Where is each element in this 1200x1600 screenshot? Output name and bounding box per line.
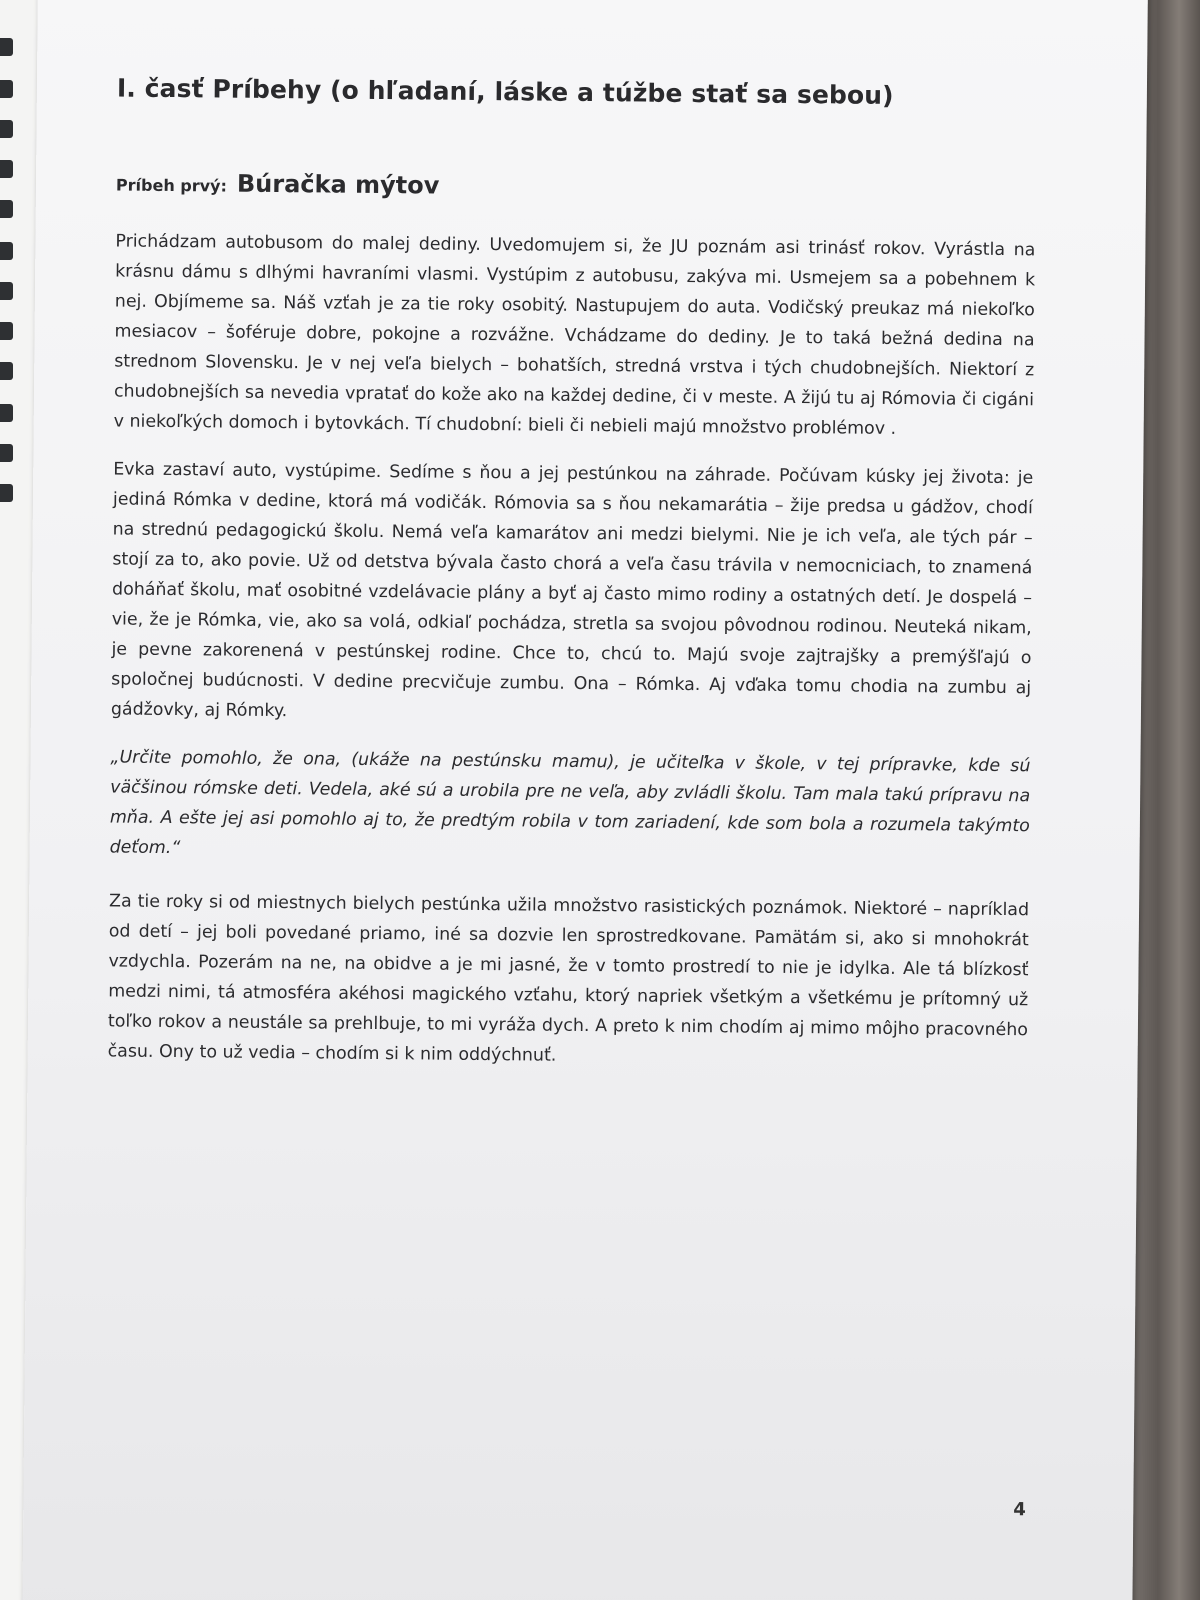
quote-paragraph: „Určite pomohlo, že ona, (ukáže na pestúnsku mamu), je učiteľka v škole, v tej prípravke, kde sú väčšinou rómske deti. Vedela, aké sú a urobila pre ne veľa, aby zvládli školu. Tam mala takú prípravu na mňa. A ešte jej asi pomohlo aj to, že predtým robila v tom zariadení, kde som bola a rozumela takýmto deťom.“	[109, 747, 1031, 859]
page-number: 4	[1013, 1499, 1026, 1521]
story-prefix: Príbeh prvý:	[115, 175, 228, 196]
story-title: Búračka mýtov	[236, 169, 440, 200]
document-page	[22, 0, 1148, 1600]
spiral-binding	[0, 0, 16, 1600]
paragraph-1: Prichádzam autobusom do malej dediny. Uvedomujem si, že JU poznám asi trinásť rokov. Vyrástla na krásnu dámu s dlhými havraními vlasmi. Vystúpim z autobusu, zakýva mi. Usmejem sa a pobehnem k nej. Objímeme sa. Náš vzťah je za tie roky osobitý. Nastupujem do auta. Vodičský preukaz má niekoľko mesiacov – šoféruje dobre, pokojne a rozvážne. Vchádzame do dediny. Je to taká bežná dedina na strednom Slovensku. Je v nej veľa bielych – bohatších, stredná vrstva i tých chudobnejších. Niektorí z chudobnejších sa nevedia vpratať do kože ako na každej dedine, či v meste. A žijú tu aj Rómovia či cigáni v niekoľkých domoch i bytovkách. Tí chudobní: bieli či nebieli majú množstvo problémov .	[113, 231, 1036, 439]
page-content	[107, 55, 1037, 1093]
paragraph-4: Za tie roky si od miestnych bielych pestúnka užila množstvo rasistických poznámok. Niektoré – napríklad od detí – jej boli povedané priamo, iné sa dozvie len sprostredkovane. Pamätám si, ako si mnohokrát vzdychla. Pozerám na ne, na obidve a je mi jasné, že v tomto prostredí to nie je idylka. Ale tá blízkosť medzi nimi, tá atmosféra akéhosi magického vzťahu, ktorý napriek všetkým a všetkému je prítomný už toľko rokov a neustále sa prehlbuje, to mi vyráža dych. A preto k nim chodím aj mimo môjho pracovného času. Ony to už vedia – chodím si k nim oddýchnuť.	[107, 891, 1030, 1066]
paragraph-2: Evka zastaví auto, vystúpime. Sedíme s ňou a jej pestúnkou na záhrade. Počúvam kúsky jej života: je jediná Rómka v dedine, ktorá má vodičák. Rómovia sa s ňou nekamarátia – žije predsa u gádžov, chodí na strednú pedagogickú školu. Nemá veľa kamarátov ani medzi bielymi. Nie je ich veľa, ale tých pár – stojí za to, ako povie. Už od detstva bývala často chorá a veľa času trávila v nemocniciach, to znamená doháňať školu, mať osobitné vzdelávacie plány a byť aj často mimo rodiny a ostatných detí. Je dospelá – vie, že je Rómka, vie, ako sa volá, odkiaľ pochádza, stretla sa svojou pôvodnou rodinou. Neuteká nikam, je pevne zakorenená v pestúnskej rodine. Chce to, chcú to. Majú svoje zajtrajšky a premýšľajú o spoločnej budúcnosti. V dedine precvičuje zumbu. Ona – Rómka. Aj vďaka tomu chodia na zumbu aj gádžovky, aj Rómky.	[110, 459, 1034, 722]
story-heading	[116, 168, 1036, 205]
part-title: I. časť Príbehy (o hľadaní, láske a túžbe stať sa sebou)	[116, 73, 894, 110]
